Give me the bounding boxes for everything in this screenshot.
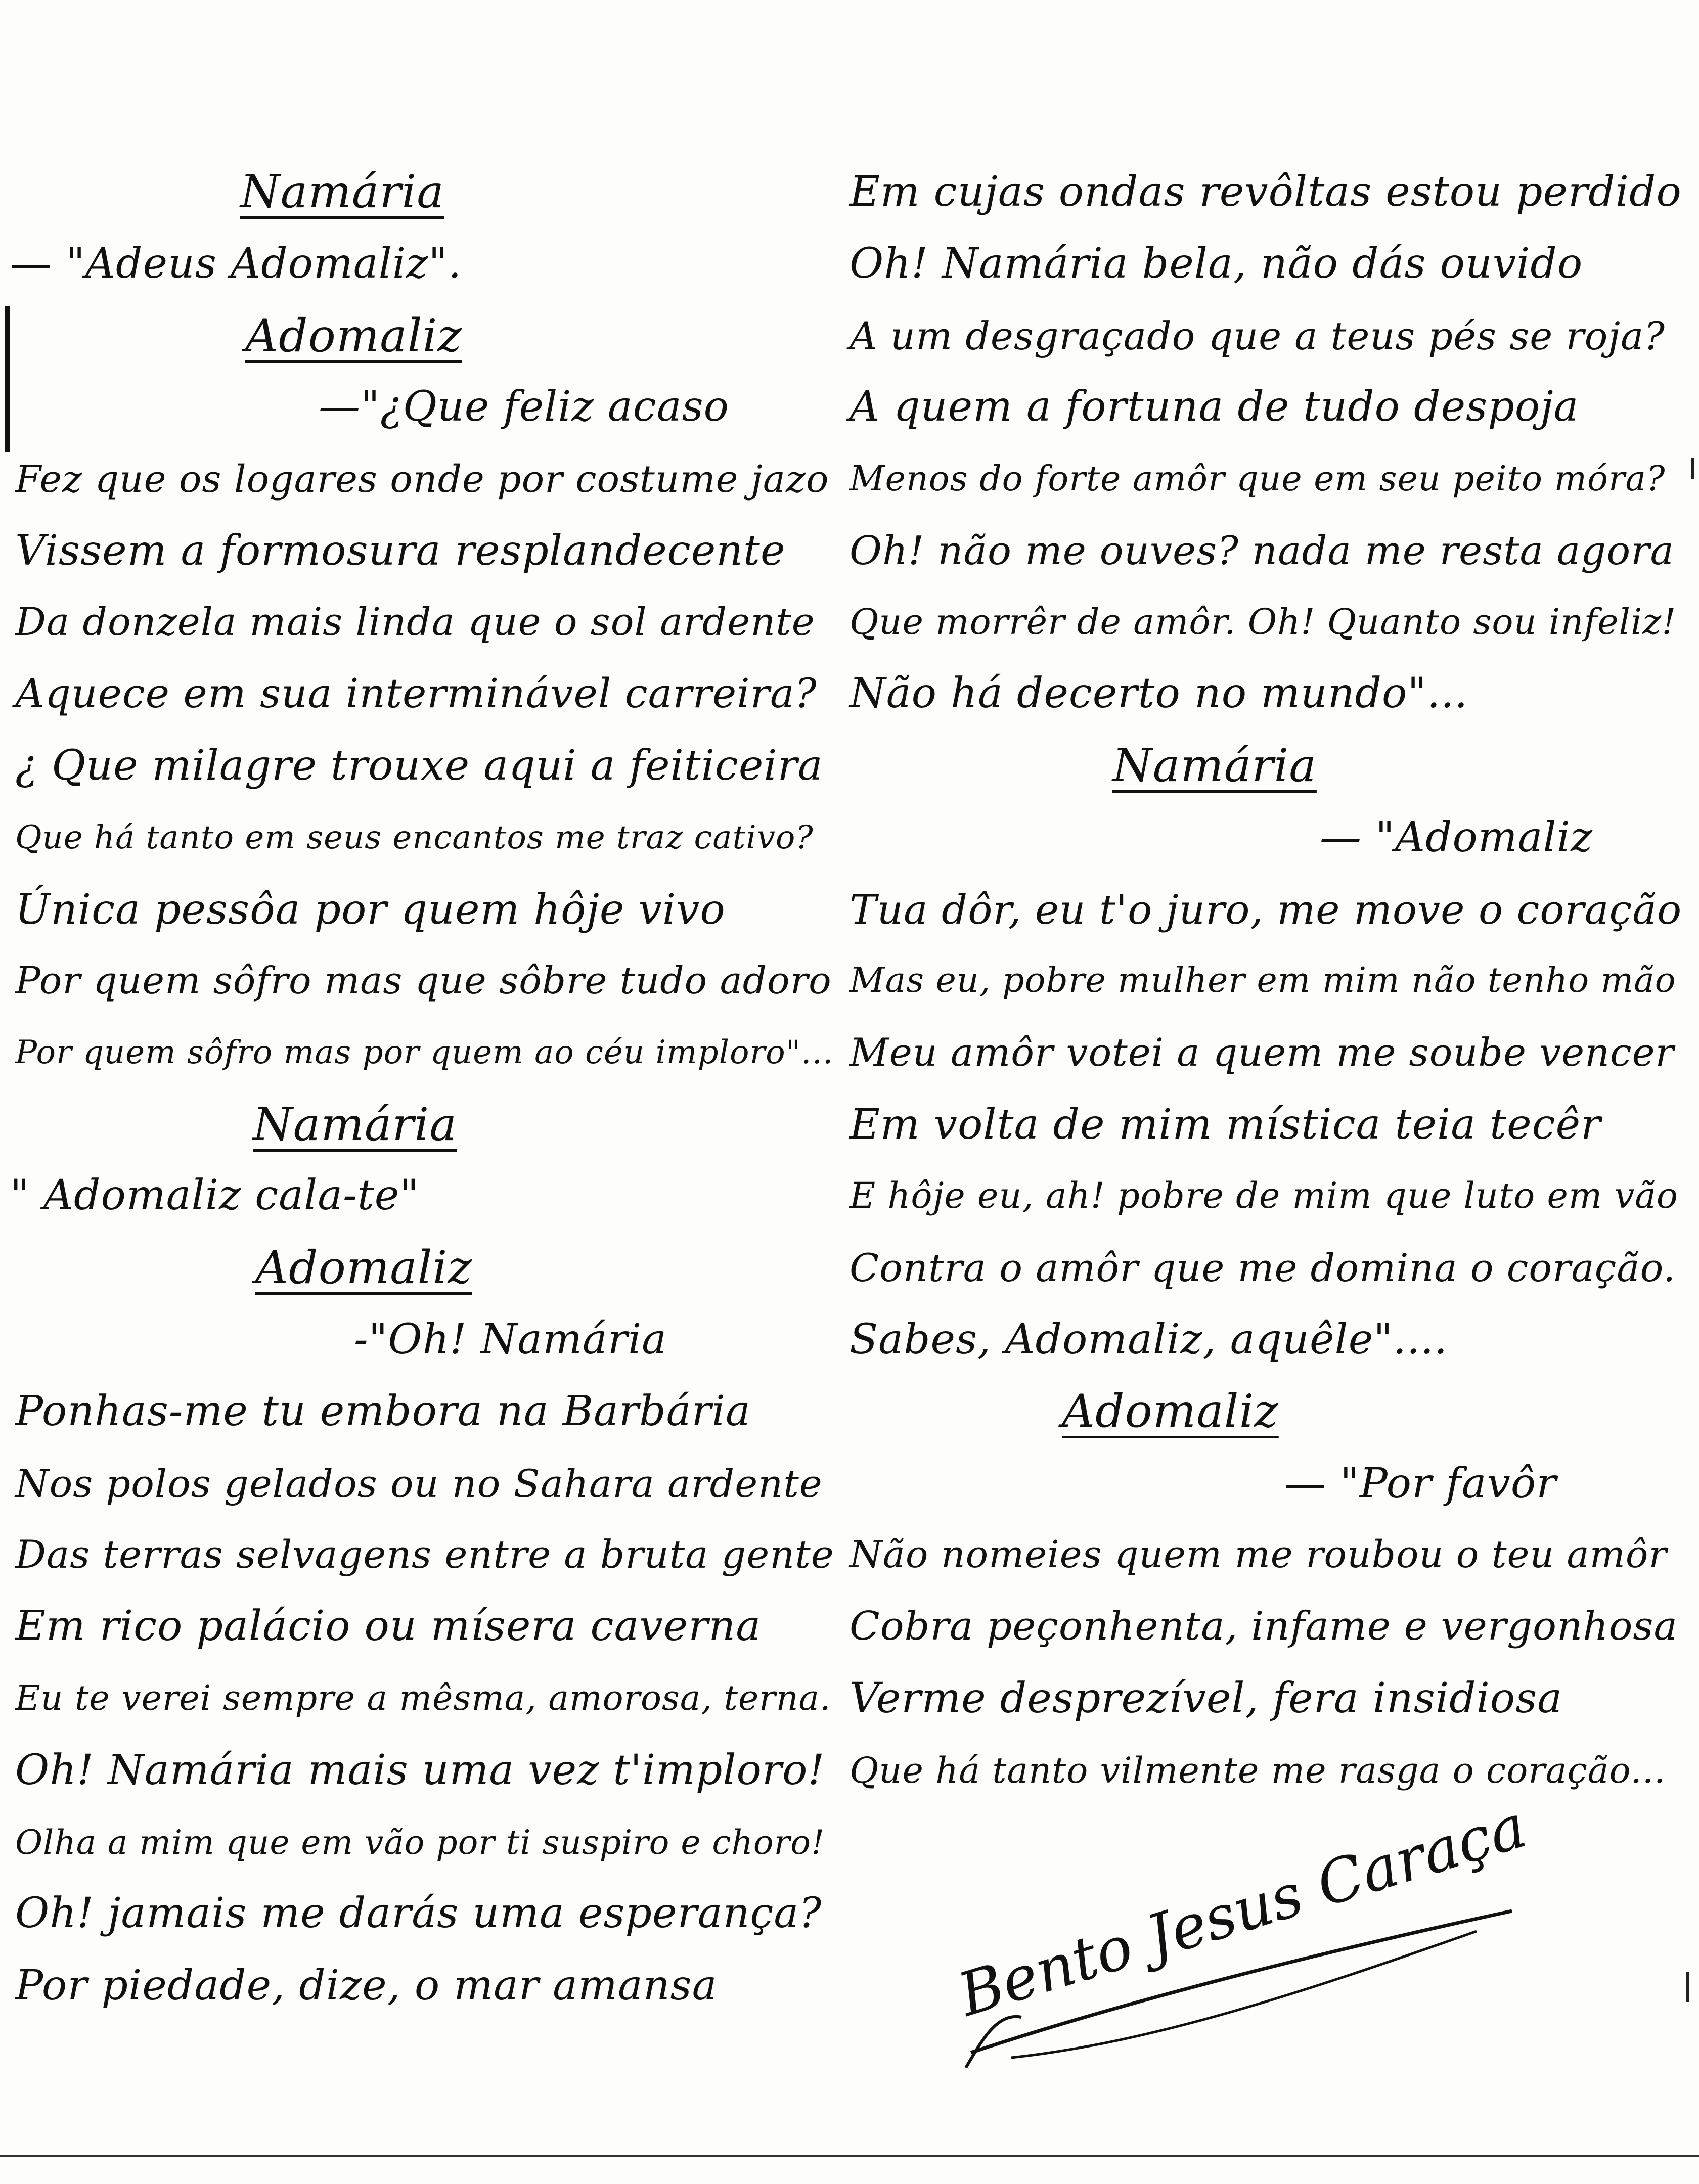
verse-line: Em volta de mim mística teia tecêr bbox=[850, 1101, 1601, 1149]
verse-line: Que morrêr de amôr. Oh! Quanto sou infeliz! bbox=[850, 601, 1677, 643]
verse-line: Que há tanto em seus encantos me traz cativo? bbox=[15, 819, 814, 856]
verse-line: Oh! Namária mais uma vez t'imploro! bbox=[15, 1746, 825, 1794]
signature: Bento Jesus Caraça bbox=[950, 1791, 1534, 2030]
speaker-heading: Namária bbox=[240, 165, 444, 218]
page-bottom-rule bbox=[0, 2155, 1699, 2157]
verse-line: A um desgraçado que a teus pés se roja? bbox=[850, 313, 1666, 358]
verse-line: Verme desprezível, fera insidiosa bbox=[850, 1674, 1563, 1722]
edge-mark bbox=[1686, 1972, 1689, 2002]
verse-line: Contra o amôr que me domina o coração. bbox=[850, 1245, 1676, 1290]
verse-line: Ponhas-me tu embora na Barbária bbox=[15, 1387, 751, 1435]
verse-line: Em cujas ondas revôltas estou perdido bbox=[850, 168, 1682, 216]
verse-line: Cobra peçonhenta, infame e vergonhosa bbox=[850, 1604, 1678, 1649]
verse-line: Que há tanto vilmente me rasga o coração... bbox=[850, 1750, 1666, 1791]
verse-line: E hôje eu, ah! pobre de mim que luto em vão bbox=[850, 1175, 1678, 1216]
verse-line: Em rico palácio ou mísera caverna bbox=[15, 1602, 762, 1650]
verse-line: A quem a fortuna de tudo despoja bbox=[850, 383, 1579, 431]
speaker-heading: Adomaliz bbox=[245, 309, 462, 362]
verse-line: Oh! não me ouves? nada me resta agora bbox=[850, 528, 1674, 574]
verse-line: —"¿Que feliz acaso bbox=[319, 383, 730, 431]
verse-line: Por piedade, dize, o mar amansa bbox=[15, 1962, 718, 2010]
verse-line: Menos do forte amôr que em seu peito móra? bbox=[850, 459, 1666, 499]
speaker-heading: Adomaliz bbox=[1062, 1385, 1279, 1438]
speaker-heading: Namária bbox=[253, 1098, 457, 1151]
verse-line: — "Adomaliz bbox=[1320, 813, 1593, 861]
speaker-heading: Namária bbox=[1112, 739, 1317, 792]
verse-line: Das terras selvagens entre a bruta gente bbox=[15, 1532, 834, 1577]
verse-line: Oh! Namária bela, não dás ouvido bbox=[850, 240, 1583, 288]
verse-line: Meu amôr votei a quem me soube vencer bbox=[850, 1030, 1674, 1075]
verse-line: Oh! jamais me darás uma esperança? bbox=[15, 1889, 822, 1937]
verse-line: Não nomeies quem me roubou o teu amôr bbox=[850, 1533, 1667, 1576]
verse-line: -"Oh! Namária bbox=[354, 1315, 667, 1363]
edge-mark bbox=[1691, 458, 1694, 479]
verse-line: Mas eu, pobre mulher em mim não tenho mão bbox=[850, 961, 1676, 1000]
verse-line: Por quem sôfro mas por quem ao céu imploro"... bbox=[15, 1034, 834, 1071]
verse-line: Por quem sôfro mas que sôbre tudo adoro bbox=[15, 959, 832, 1003]
speaker-heading: Adomaliz bbox=[255, 1241, 472, 1294]
verse-line: Sabes, Adomaliz, aquêle".... bbox=[850, 1315, 1448, 1363]
verse-line: — "Adeus Adomaliz". bbox=[10, 240, 462, 288]
verse-line: Não há decerto no mundo"... bbox=[850, 669, 1468, 717]
verse-line: ¿ Que milagre trouxe aqui a feiticeira bbox=[15, 742, 823, 790]
verse-line: Olha a mim que em vão por ti suspiro e choro! bbox=[15, 1823, 825, 1862]
verse-line: Da donzela mais linda que o sol ardente bbox=[15, 599, 815, 644]
margin-bar bbox=[5, 306, 10, 452]
verse-line: Aquece em sua interminável carreira? bbox=[15, 670, 817, 717]
verse-line: — "Por favôr bbox=[1284, 1460, 1557, 1508]
verse-line: Eu te verei sempre a mêsma, amorosa, terna. bbox=[15, 1678, 831, 1718]
verse-line: " Adomaliz cala-te" bbox=[10, 1171, 420, 1219]
verse-line: Tua dôr, eu t'o juro, me move o coração bbox=[850, 886, 1682, 933]
verse-line: Fez que os logares onde por costume jazo bbox=[15, 458, 829, 501]
verse-line: Única pessôa por quem hôje vivo bbox=[15, 886, 726, 934]
verse-line: Nos polos gelados ou no Sahara ardente bbox=[15, 1461, 823, 1506]
verse-line: Vissem a formosura resplandecente bbox=[15, 527, 786, 575]
